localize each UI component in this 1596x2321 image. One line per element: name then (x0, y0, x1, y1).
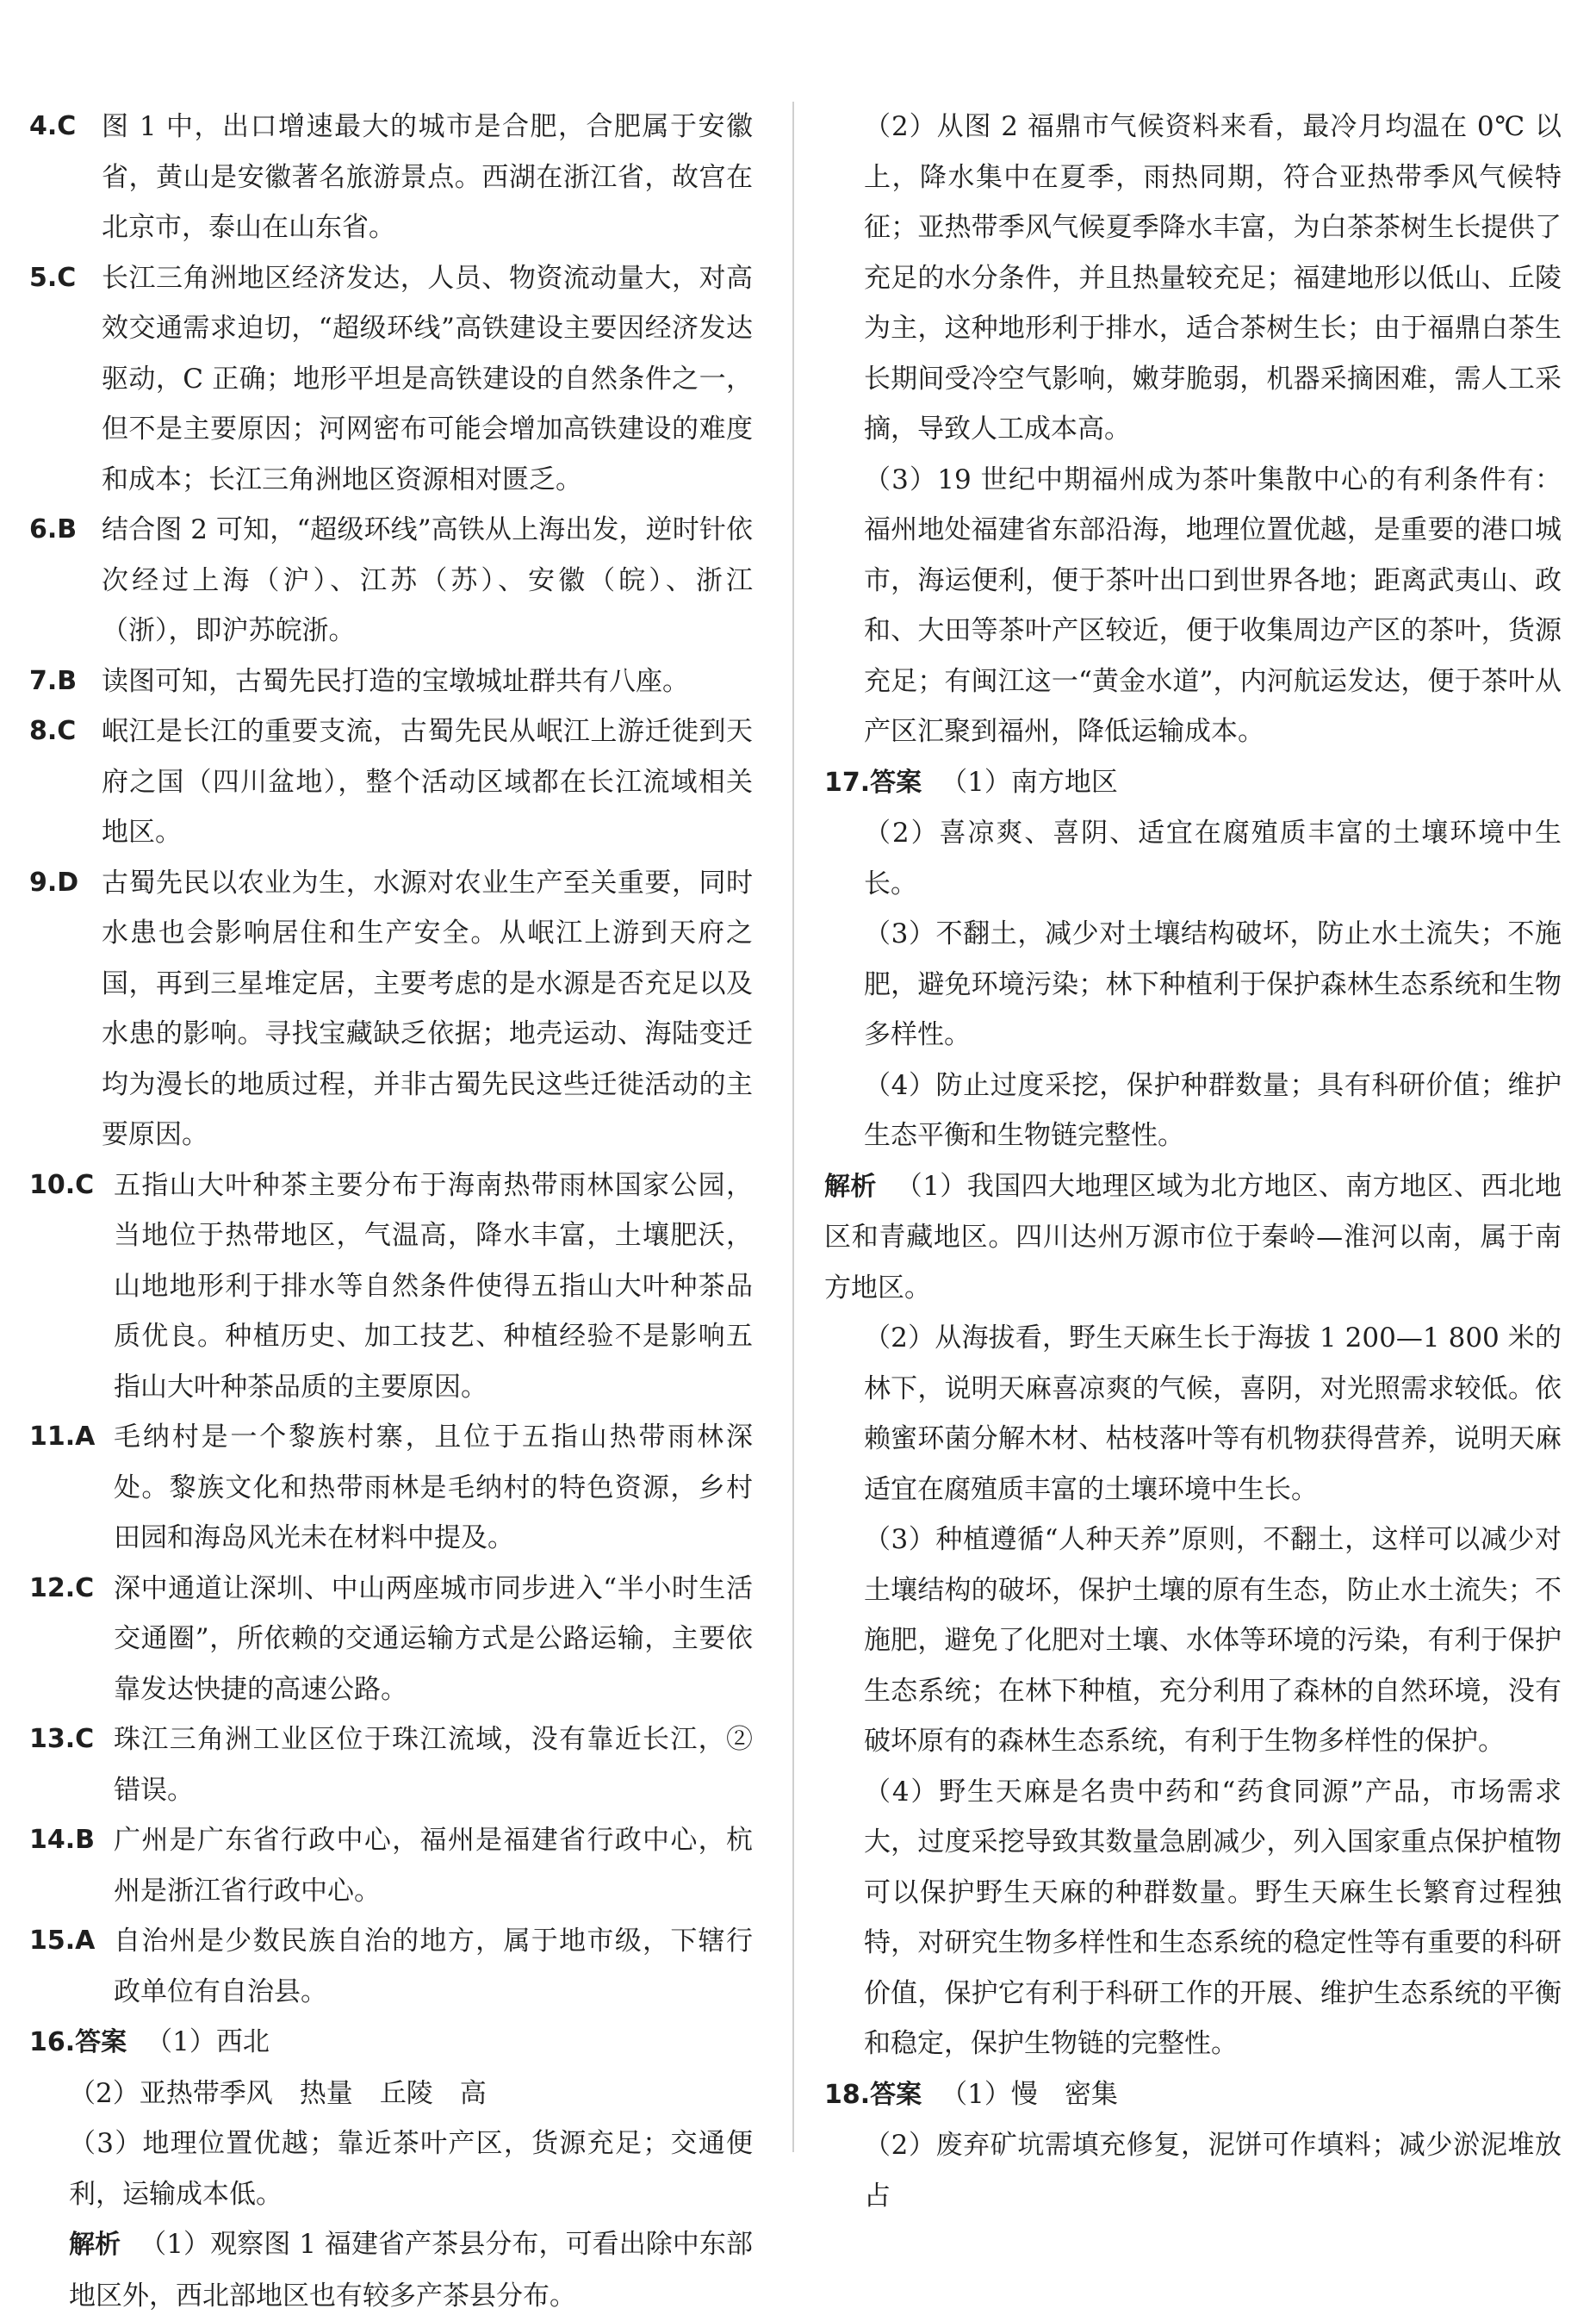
left-column (29, 102, 753, 2321)
answer-part-1: （1）南方地区 (941, 766, 1118, 798)
item-number: 8.C (29, 716, 77, 746)
item-number: 10.C (29, 1169, 95, 1200)
answer-item-4 (29, 102, 753, 253)
item-number: 6.B (29, 514, 78, 544)
answer-item-16-header (29, 2017, 753, 2069)
item-number: 18. (824, 2079, 871, 2110)
answer-part-3: （3）地理位置优越；靠近茶叶产区，货源充足；交通便利，运输成本低。 (69, 2128, 753, 2210)
item-number: 16. (29, 2027, 76, 2057)
item-number: 13.C (29, 1724, 95, 1754)
analysis-label: 解析 (69, 2230, 121, 2260)
item-text: 图 1 中，出口增速最大的城市是合肥，合肥属于安徽省，黄山是安徽著名旅游景点。西湖在浙江省，故宫在北京市，泰山在山东省。 (102, 111, 753, 243)
item-number: 17. (824, 767, 871, 798)
item-text: 广州是广东省行政中心，福州是福建省行政中心，杭州是浙江省行政中心。 (114, 1825, 753, 1907)
analysis-part-4: （4）野生天麻是名贵中药和“药食同源”产品，市场需求大，过度采挖导致其数量急剧减少，列入国家重点保护植物可以保护野生天麻的种群数量。野生天麻生长繁育过程独特，对研究生物多样性和生态系统的稳定性等有重要的科研价值，保护它有利于科研工作的开展、维护生态系统的平衡和稳定，保护生物链的完整性。 (864, 1776, 1562, 2059)
item-text: 五指山大叶种茶主要分布于海南热带雨林国家公园，当地位于热带地区，气温高，降水丰富，土壤肥沃，山地地形利于排水等自然条件使得五指山大叶种茶品质优良。种植历史、加工技艺、种植经验不是影响五指山大叶种茶品质的主要原因。 (114, 1169, 753, 1403)
column-divider (792, 102, 794, 2152)
answer-label: 答案 (75, 2027, 127, 2057)
item-number: 14.B (29, 1825, 96, 1855)
item-text: 珠江三角洲工业区位于珠江流域，没有靠近长江，②错误。 (114, 1724, 753, 1806)
item-number: 11.A (29, 1422, 96, 1452)
answer-part-3: （3）不翻土，减少对土壤结构破坏，防止水土流失；不施肥，避免环境污染；林下种植利于保护森林生态系统和生物多样性。 (864, 918, 1562, 1050)
answer-item-18-header (824, 2069, 1562, 2121)
item-number: 7.B (29, 665, 78, 696)
answer-item-13 (29, 1714, 753, 1815)
answer-item-14 (29, 1815, 753, 1916)
answer-item-7 (29, 656, 753, 707)
answer-item-12 (29, 1564, 753, 1715)
analysis-part-1 (824, 1161, 1562, 1314)
item-text: 读图可知，古蜀先民打造的宝墩城址群共有八座。 (102, 665, 689, 697)
answer-part-2: （2）废弃矿坑需填充修复，泥饼可作填料；减少淤泥堆放占 (864, 2130, 1562, 2212)
answer-item-6 (29, 505, 753, 656)
item-number: 15.A (29, 1926, 96, 1956)
analysis-part-3: （3）19 世纪中期福州成为茶叶集散中心的有利条件有：福州地处福建省东部沿海，地理位置优越，是重要的港口城市，海运便利，便于茶叶出口到世界各地；距离武夷山、政和、大田等茶叶产区较近，便于收集周边产区的茶叶，货源充足；有闽江这一“黄金水道”，内河航运发达，便于茶叶从产区汇聚到福州，降低运输成本。 (864, 464, 1562, 747)
answer-item-11 (29, 1412, 753, 1564)
answer-part-1: （1）西北 (146, 2026, 270, 2057)
item-number: 5.C (29, 262, 77, 293)
item-text: 毛纳村是一个黎族村寨，且位于五指山热带雨林深处。黎族文化和热带雨林是毛纳村的特色资源，乡村田园和海岛风光未在材料中提及。 (114, 1422, 753, 1553)
analysis-text: （1）观察图 1 福建省产茶县分布，可看出除中东部地区外，西北部地区也有较多产茶县分布。 (69, 2229, 754, 2312)
answer-part-2: （2）喜凉爽、喜阴、适宜在腐殖质丰富的土壤环境中生长。 (864, 818, 1562, 899)
answer-item-17-header (824, 757, 1562, 809)
item-text: 古蜀先民以农业为生，水源对农业生产至关重要，同时水患也会影响居住和生产安全。从岷江上游到天府之国，再到三星堆定居，主要考虑的是水源是否充足以及水患的影响。寻找宝藏缺乏依据；地壳运动、海陆变迁均为漫长的地质过程，并非古蜀先民这些迁徙活动的主要原因。 (102, 867, 753, 1150)
answer-part-2: （2）亚热带季风 热量 丘陵 高 (69, 2077, 487, 2109)
analysis-part-3: （3）种植遵循“人种天养”原则，不翻土，这样可以减少对土壤结构的破坏，保护土壤的原有生态，防止水土流失；不施肥，避免了化肥对土壤、水体等环境的污染，有利于保护生态系统；在林下种植，充分利用了森林的自然环境，没有破坏原有的森林生态系统，有利于生物多样性的保护。 (864, 1524, 1562, 1757)
analysis-part-2: （2）从海拔看，野生天麻生长于海拔 1 200—1 800 米的林下，说明天麻喜凉爽的气候，喜阴，对光照需求较低。依赖蜜环菌分解木材、枯枝落叶等有机物获得营养，说明天麻适宜在腐殖质丰富的土壤环境中生长。 (864, 1322, 1562, 1505)
answer-label: 答案 (870, 2079, 922, 2110)
analysis-text: （1）我国四大地理区域为北方地区、南方地区、西北地区和青藏地区。四川达州万源市位于秦岭—淮河以南，属于南方地区。 (824, 1170, 1562, 1304)
right-column (824, 102, 1562, 2221)
item-text: 自治州是少数民族自治的地方，属于地市级，下辖行政单位有自治县。 (114, 1926, 753, 2007)
answer-item-10 (29, 1160, 753, 1413)
item-number: 4.C (29, 111, 77, 141)
item-number: 9.D (29, 867, 79, 898)
analysis-part-1-start (29, 2219, 753, 2321)
answer-label: 答案 (870, 767, 922, 798)
analysis-part-2: （2）从图 2 福鼎市气候资料来看，最冷月均温在 0℃ 以上，降水集中在夏季，雨热同期，符合亚热带季风气候特征；亚热带季风气候夏季降水丰富，为白茶茶树生长提供了充足的水分条件，并且热量较充足；福建地形以低山、丘陵为主，这种地形利于排水，适合茶树生长；由于福鼎白茶生长期间受冷空气影响，嫩芽脆弱，机器采摘困难，需人工采摘，导致人工成本高。 (864, 111, 1562, 445)
answer-item-5 (29, 253, 753, 506)
item-text: 长江三角洲地区经济发达，人员、物资流动量大，对高效交通需求迫切，“超级环线”高铁建设主要因经济发达驱动，C 正确；地形平坦是高铁建设的自然条件之一，但不是主要原因；河网密布可能会增加高铁建设的难度和成本；长江三角洲地区资源相对匮乏。 (102, 262, 753, 495)
item-number: 12.C (29, 1572, 95, 1603)
answer-item-15 (29, 1916, 753, 2017)
answer-item-9 (29, 858, 753, 1160)
answer-part-4: （4）防止过度采挖，保护种群数量；具有科研价值；维护生态平衡和生物链完整性。 (864, 1069, 1562, 1151)
analysis-label: 解析 (824, 1171, 877, 1202)
item-text: 深中通道让深圳、中山两座城市同步进入“半小时生活交通圈”，所依赖的交通运输方式是公路运输，主要依靠发达快捷的高速公路。 (114, 1572, 753, 1705)
item-text: 岷江是长江的重要支流，古蜀先民从岷江上游迁徙到天府之国（四川盆地），整个活动区域都在长江流域相关地区。 (102, 716, 753, 848)
answer-item-8 (29, 706, 753, 858)
answer-part-1: （1）慢 密集 (941, 2078, 1118, 2110)
item-text: 结合图 2 可知，“超级环线”高铁从上海出发，逆时针依次经过上海（沪）、江苏（苏）、安徽（皖）、浙江（浙），即沪苏皖浙。 (102, 514, 753, 646)
